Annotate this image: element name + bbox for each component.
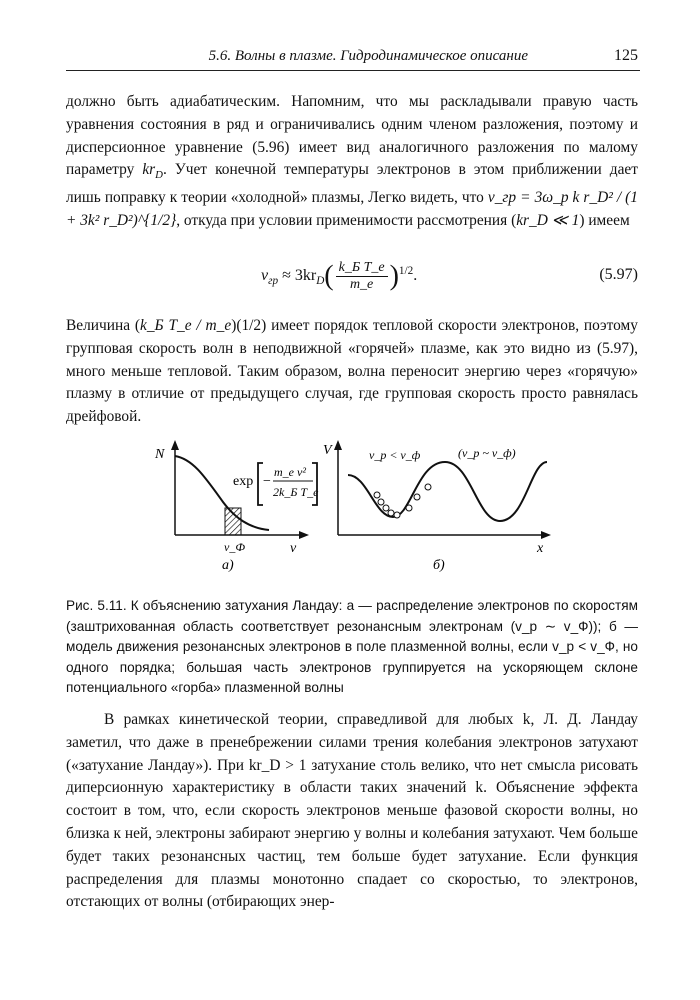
running-header xyxy=(66,46,640,71)
eq-approx: ≈ $3kr_D$ xyxy=(278,267,325,288)
figure-caption: Рис. 5.11. К объяснению затухания Ландау: а — распределение электронов по скоростям (заштрихованная область соответствует резонансным электронам (v_p ∼ v_Ф)); б — модель движения резонансных электронов в поле плазменной волны, если v_p < v_Ф, но одного порядка; большая часть электронов группируется на ускоряющем склоне потенциального «горба» плазменной волны xyxy=(66,598,638,695)
group-velocity-formula: v_гр = 3ω_p k r_D² / (1 + 3k² r_D²)^{1/2} xyxy=(66,189,638,230)
electron-dot xyxy=(394,512,400,518)
velocity-condition-1: v_p < v_ф xyxy=(369,448,421,462)
paragraph-2 xyxy=(66,315,638,429)
potential-wave xyxy=(348,462,547,521)
b-x-label: x xyxy=(537,541,544,556)
a-x-arrow-icon xyxy=(299,531,309,539)
right-paren: ) xyxy=(389,260,399,292)
eq-fraction xyxy=(336,260,388,293)
electron-dot xyxy=(374,492,380,498)
panel-a xyxy=(154,440,319,573)
electron-dot xyxy=(425,484,431,490)
page-number: 125 xyxy=(614,47,638,64)
eq-frac-den: m_e xyxy=(349,277,374,292)
electron-dot xyxy=(378,499,384,505)
b-y-arrow-icon xyxy=(334,440,342,450)
paragraph-3: В рамках кинетической теории, справедливой для любых k, Л. Д. Ландау заметил, что даже в пренебрежении силами трения колебания электронов затухают («затухание Ландау»). При kr_D > 1 затухание столь велико, что нет смысла рисовать диперсионную характеристику в области таких значений k. Объяснение эффекта состоит в том, что, если скорость электронов меньше фазовой скорости волны, но близка к ней, электроны забирают энергию у волны и колебания затухают. Чем больше будет таких резонансных частиц, тем больше будет затухание. Если функция распределения для плазмы монотонно спадает со скоростью, то электронов, отстающих от волны (отбирающих энер- xyxy=(66,711,638,911)
a-y-label: N xyxy=(155,447,165,462)
b-x-arrow-icon xyxy=(541,531,551,539)
paragraph-1 xyxy=(66,91,638,233)
a-vphi-label: v_Ф xyxy=(224,540,245,554)
p2-text-a: Величина ( xyxy=(66,317,141,334)
electron-dot xyxy=(383,505,389,511)
a-x-label: v xyxy=(290,541,297,556)
exp-label: exp xyxy=(233,474,254,489)
figure-5-11 xyxy=(145,432,555,582)
electron-dot xyxy=(414,494,420,500)
equation-number: (5.97) xyxy=(599,266,638,283)
applicability-condition: kr_D ≪ 1 xyxy=(516,212,580,230)
b-y-label: V xyxy=(323,443,332,458)
exp-frac-den: 2k_Б T_e xyxy=(273,485,319,499)
exp-frac-num: m_e v² xyxy=(274,465,306,479)
p1-text-d: ) имеем xyxy=(579,212,630,230)
equation-5-97: $v_{гр} \approx 3kr_D$( $\frac{\text{k\_Б T\_e}}{m\_e}$ )$^{1/2}$. (5.97) xyxy=(261,260,638,292)
thermal-velocity-expr: k_Б T_e / m_e xyxy=(140,317,232,334)
electron-dot xyxy=(406,505,412,511)
p1-text-a: должно быть адиабатическим. Напомним, что мы раскладывали правую часть уравнения состояния в ряд и ограничивались одним членом разложения, поэтому и дисперсионное уравнение (5.96) имеет вид аналогичного разложения по малому параметру xyxy=(66,93,638,179)
electron-dot xyxy=(388,510,394,516)
distribution-curve xyxy=(175,456,269,530)
left-paren: ( xyxy=(324,260,334,292)
velocity-condition-2: (v_p ~ v_ф) xyxy=(458,446,516,460)
section-title: 5.6. Волны в плазме. Гидродинамическое описание xyxy=(208,48,528,64)
panel-a-label: а) xyxy=(222,558,234,573)
p1-text-b: . Учет конечной температуры электронов в этом приближении дает лишь поправку к теории «холодной» плазмы, Легко видеть, что xyxy=(66,161,638,207)
panel-b xyxy=(323,440,551,573)
panel-b-label: б) xyxy=(433,558,445,573)
eq-lhs: $v_{гр}$ xyxy=(261,267,279,288)
a-y-arrow-icon xyxy=(171,440,179,450)
p2-text-b: )(1/2) имеет порядок тепловой скорости электронов, поэтому групповая скорость волн в неподвижной «горячей» плазме, как это видно из (5.97), много меньше тепловой. Таким образом, волна переносит энергию через «горячую» плазму в отличие от предыдущего случая, где групповая скорость просто равнялась дрейфовой. xyxy=(66,317,638,426)
exp-minus: − xyxy=(263,474,271,489)
eq-frac-num: k_Б T_e xyxy=(336,260,388,277)
p1-text-c: , откуда при условии применимости рассмотрения ( xyxy=(176,212,517,230)
eq-power: 1/2 xyxy=(398,264,414,277)
krd-symbol: $kr_D$ xyxy=(142,161,163,182)
